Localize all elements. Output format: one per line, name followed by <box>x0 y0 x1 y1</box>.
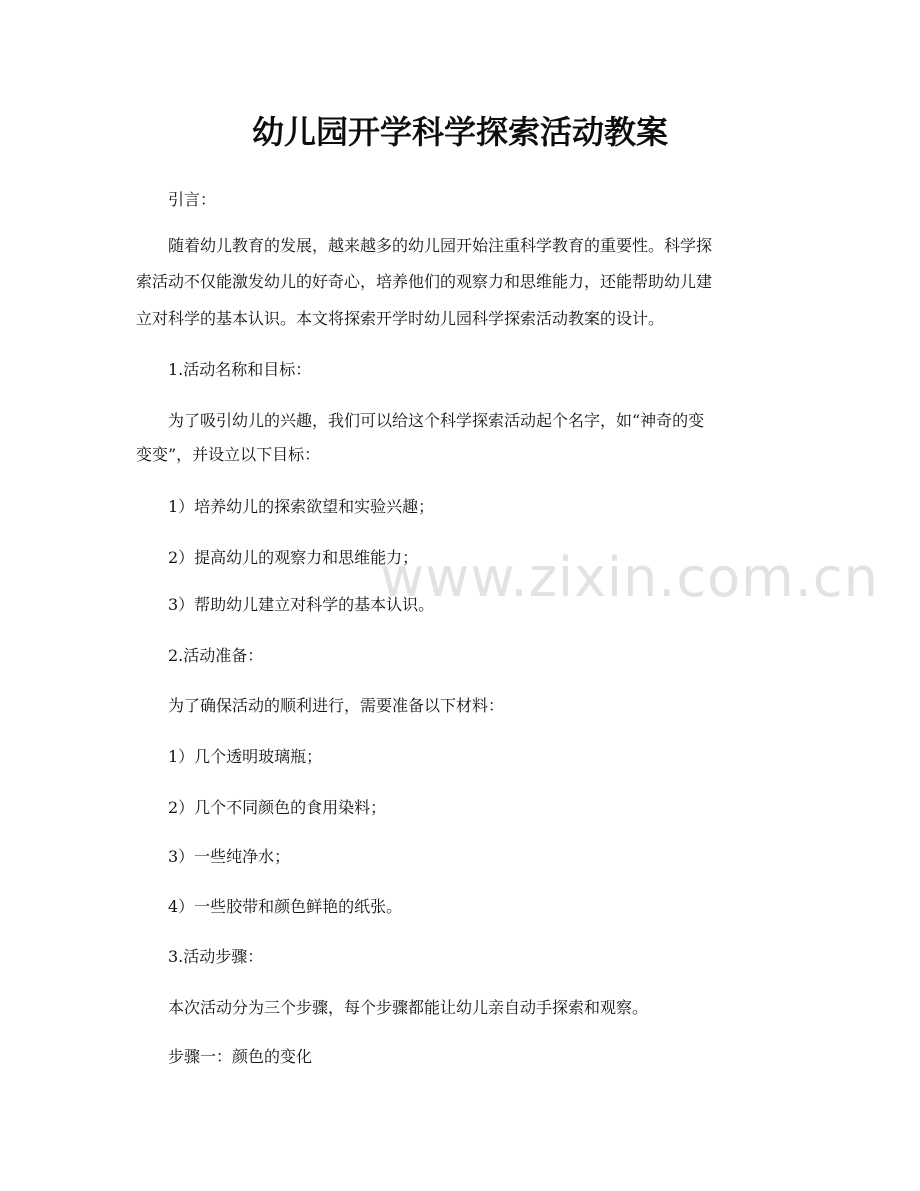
list-item: 1）培养幼儿的探索欲望和实验兴趣； <box>168 497 435 516</box>
list-item: 2）几个不同颜色的食用染料； <box>168 798 387 817</box>
list-item: 4）一些胶带和颜色鲜艳的纸张。 <box>168 897 403 916</box>
list-item: 2）提高幼儿的观察力和思维能力； <box>168 548 419 567</box>
paragraph-line: 变变”，并设立以下目标： <box>136 445 321 464</box>
subsection-heading: 步骤一：颜色的变化 <box>168 1047 313 1066</box>
paragraph-line: 本次活动分为三个步骤，每个步骤都能让幼儿亲自动手探索和观察。 <box>168 998 649 1017</box>
paragraph-line: 为了确保活动的顺利进行，需要准备以下材料： <box>168 696 505 715</box>
paragraph-line: 为了吸引幼儿的兴趣，我们可以给这个科学探索活动起个名字，如“神奇的变 <box>168 411 705 430</box>
section-heading: 3.活动步骤： <box>168 947 264 966</box>
paragraph-line: 引言： <box>168 190 217 209</box>
paragraph-line: 立对科学的基本认识。本文将探索开学时幼儿园科学探索活动教案的设计。 <box>136 309 665 328</box>
list-item: 1）几个透明玻璃瓶； <box>168 747 323 766</box>
document-title: 幼儿园开学科学探索活动教案 <box>251 113 668 151</box>
paragraph-line: 随着幼儿教育的发展，越来越多的幼儿园开始注重科学教育的重要性。科学探 <box>168 236 713 255</box>
paragraph-line: 索活动不仅能激发幼儿的好奇心，培养他们的观察力和思维能力，还能帮助幼儿建 <box>136 272 713 291</box>
watermark-text: www.zixin.com.cn <box>380 546 879 609</box>
section-heading: 1.活动名称和目标： <box>168 360 312 379</box>
list-item: 3）一些纯净水； <box>168 847 291 866</box>
list-item: 3）帮助幼儿建立对科学的基本认识。 <box>168 595 435 614</box>
section-heading: 2.活动准备： <box>168 646 264 665</box>
